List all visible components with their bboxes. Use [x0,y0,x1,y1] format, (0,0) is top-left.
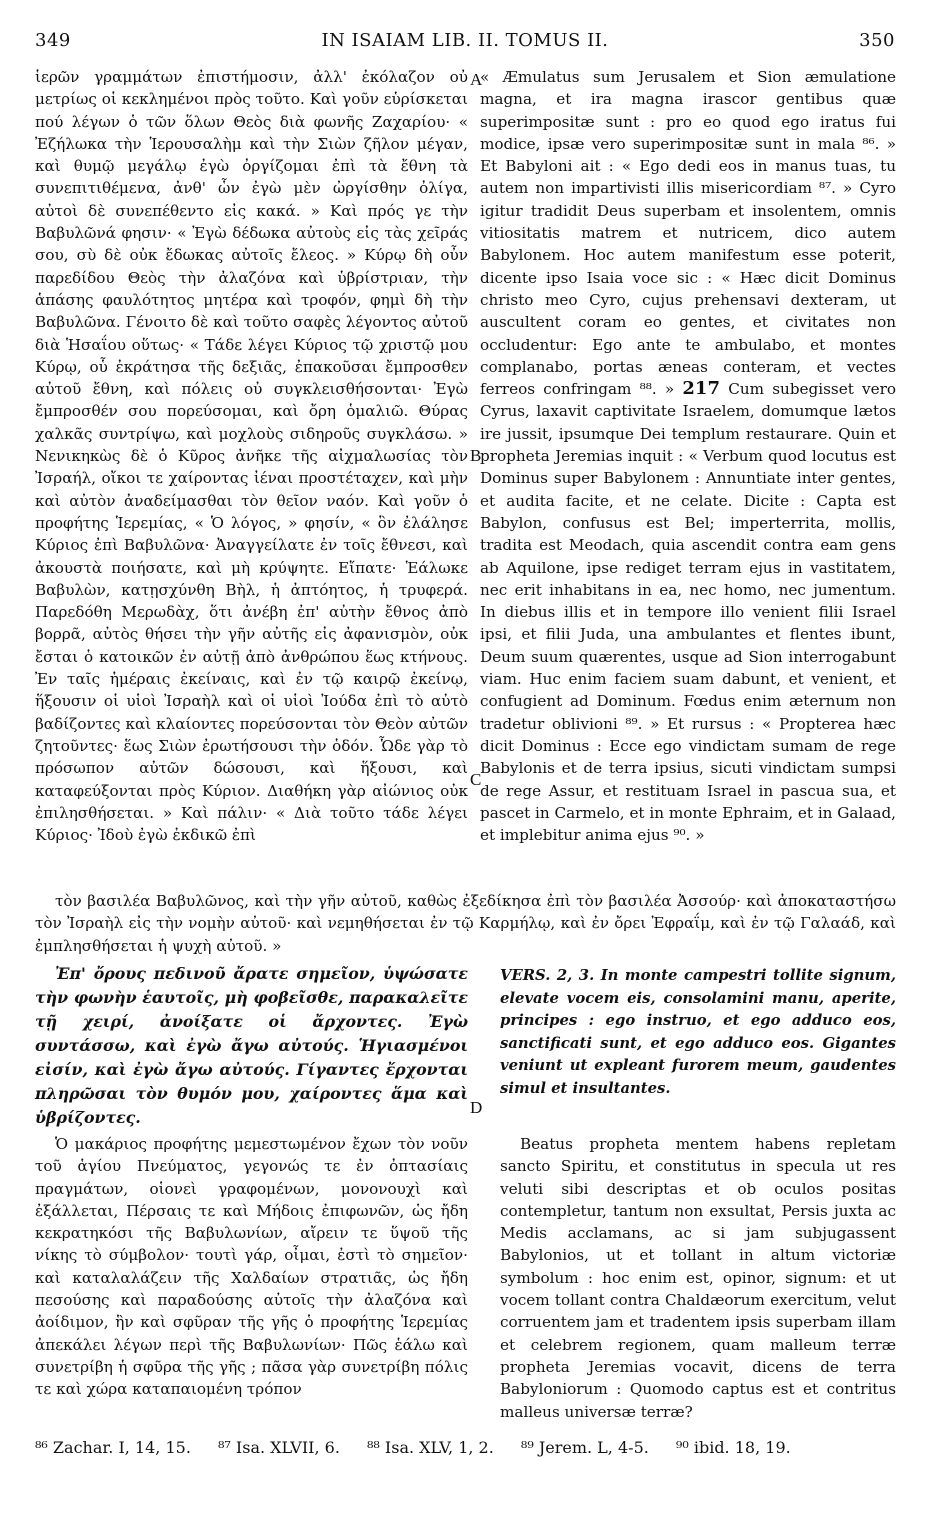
greek-commentary-text: Ὁ μακάριος προφήτης μεμεστωμένον ἔχων τὸν νοῦν τοῦ ἁγίου Πνεύματος, γεγονώς τε ἐν ὀπτασίαις πραγμάτων, οἱονεὶ γραφομένων, μονονουχὶ καὶ ἐξάλλεται, Πέρσαις τε καὶ Μήδοις ἐπιφωνῶν, ὡς ἤδη κεκρατηκόσι τῆς Βαβυλωνίων, αἴρειν τε ὕψοῦ τῆς νίκης τὸ σύμβολον· τουτὶ γάρ, οἶμαι, ἐστὶ τὸ σημεῖον· καὶ καταλαλάζειν τῆς Χαλδαίων στρατιᾶς, ὡς ἤδη πεσούσης καὶ παραδούσης αὐτοῖς τὴν ἀλαζόνα καὶ ἀοίδιμον, ἣν καὶ σφῦραν τῆς γῆς ὁ προφήτης Ἱερεμίας ἀπεκάλει λέγων περὶ τῆς Βαβυλωνίων· Πῶς ἑάλω καὶ συνετρίβη ἡ σφῦρα τῆς γῆς ; πᾶσα γὰρ συνετρίβη πόλις τε καὶ χώρα καταπαιομένη τρόπον [35,1135,468,1399]
latin-text-before: « Æmulatus sum Jerusalem et Sion æmulatione magna, et ira magna irascor gentibus quæ superimpositæ sunt : pro eo quod ego iratus fui modice, ipsæ vero superimpositæ sunt in mala ⁸⁶. » Et Babyloni ait : « Ego dedi eos in manus tuas, tu autem non impartivisti illis misericordiam ⁸⁷. » Cyro igitur tradidit Deus superbam et insolentem, omnis vitiositatis matrem et nutricem, dico autem Babylonem. Hoc autem manifestum esse poterit, dicente ipso Isaia voce sic : « Hæc dicit Dominus christo meo Cyro, cujus prehensavi dexteram, ut auscultent coram eo gentes, et civitates non occludentur: Ego ante te ambulabo, et montes complanabo, portas æneas conteram, et vectes ferreos confringam ⁸⁸. » [480,68,896,399]
running-title: IN ISAIAM LIB. II. TOMUS II. [321,30,609,51]
latin-commentary [500,1133,896,1423]
greek-paragraph: ἱερῶν γραμμάτων ἐπιστήμοσιν, ἀλλ' ἐκόλαζον οὐ μετρίως οἱ κεκλημένοι πρὸς τοῦτο. Καὶ γοῦν εὑρίσκεται πού λέγων ὁ τῶν ὅλων Θεὸς διὰ φωνῆς Ζαχαρίου· « Ἐζήλωκα τὴν Ἱερουσαλὴμ καὶ τὴν Σιὼν ζῆλον μέγαν, καὶ θυμῷ μεγάλῳ ἐγὼ ὀργίζομαι ἐπὶ τὰ ἔθνη τὰ συνεπιτιθέμενα, ἀνθ' ὧν ἐγὼ μὲν ὠργίσθην ὀλίγα, αὐτοὶ δὲ συνεπέθεντο εἰς κακά. » Καὶ πρός γε τὴν Βαβυλῶνά φησιν· « Ἐγὼ δέδωκα αὐτοὺς εἰς τὰς χεῖράς σου, σὺ δὲ οὐκ ἔδωκας αὐτοῖς ἔλεος. » Κύρῳ δὴ οὖν παρεδίδου Θεὸς τὴν ἀλαζόνα καὶ ὑβρίστριαν, τὴν ἁπάσης φαυλότητος μητέρα καὶ τροφόν, φημὶ δὴ τὴν Βαβυλῶνα. Γένοιτο δὲ καὶ τοῦτο σαφὲς λέγοντος αὐτοῦ διὰ Ἡσαΐου οὕτως· « Τάδε λέγει Κύριος τῷ χριστῷ μου Κύρῳ, οὗ ἐκράτησα τῆς δεξιᾶς, ἐπακοῦσαι ἔμπροσθεν αὐτοῦ ἔθνη, καὶ πόλεις οὐ συγκλεισθήσονται· Ἐγὼ ἔμπροσθέν σου πορεύσομαι, καὶ ὄρη ὁμαλιῶ. Θύρας χαλκᾶς συντρίψω, καὶ μοχλοὺς σιδηροῦς συγκλάσω. » Νενικηκὼς δὲ ὁ Κῦρος ἀνῆκε τῆς αἰχμαλωσίας τὸν Ἰσραήλ, οἴκοι τε χαίροντας ἰέναι προστέταχεν, καὶ μὴν καὶ αὐτὸν ἀναδείμασθαι τὸν θεῖον ναόν. Καὶ γοῦν ὁ προφήτης Ἱερεμίας, « Ὁ λόγος, » φησίν, « ὃν ἐλάλησε Κύριος ἐπὶ Βαβυλῶνα· Ἀναγγείλατε ἐν τοῖς ἔθνεσι, καὶ ἀκουστὰ ποιήσατε, καὶ μὴ κρύψητε. Εἴπατε· Ἑάλωκε Βαβυλὼν, κατῃσχύνθη Βὴλ, ἡ ἀπτόητος, ἡ τρυφερά. Παρεδόθη Μερωδὰχ, ὅτι ἀνέβη ἐπ' αὐτὴν ἔθνος ἀπὸ βορρᾶ, αὐτὸς θήσει τὴν γῆν αὐτῆς εἰς ἀφανισμὸν, οὐκ ἔσται ὁ κατοικῶν ἐν αὐτῇ ἀπὸ ἀνθρώπου ἕως κτήνους. Ἐν ταῖς ἡμέραις ἐκείναις, καὶ ἐν τῷ καιρῷ ἐκείνῳ, ἥξουσιν οἱ υἱοὶ Ἰσραὴλ καὶ οἱ υἱοὶ Ἰούδα ἐπὶ τὸ αὐτὸ βαδίζοντες καὶ κλαίοντες πορεύσονται τὸν Θεὸν αὐτῶν ζητοῦντες· ἕως Σιὼν ἐρωτήσουσι τὴν ὁδόν. Ὧδε γὰρ τὸ πρόσωπον αὐτῶν δώσουσι, καὶ ἥξουσι, καὶ καταφεύξονται πρὸς Κύριον. Διαθήκη γὰρ αἰώνιος οὐκ ἐπιλησθήσεται. » Καὶ πάλιν· « Διὰ τοῦτο τάδε λέγει Κύριος· Ἰδοὺ ἐγὼ ἐκδικῶ ἐπὶ [35,68,468,845]
footnote: ⁸⁷ Isa. XLVII, 6. [218,1438,340,1457]
latin-lemma-text: VERS. 2, 3. In monte campestri tollite signum, elevate vocem eis, consolamini manu, aperite, principes : ego instruo, et ego adduco eos, sanctificati sunt, et ego adduco eos. Gigantes veniunt ut expleant furorem meum, gaudentes simul et insultantes. [500,967,896,1097]
greek-column-top [35,66,468,846]
margin-letter-c: C [470,770,482,789]
running-header [35,30,895,56]
footnotes [35,1438,896,1457]
latin-lemma [500,965,896,1100]
section-number: 217 [682,378,720,400]
greek-lemma [35,962,468,1130]
full-width-paragraph: τὸν βασιλέα Βαβυλῶνος, καὶ τὴν γῆν αὐτοῦ, καθὼς ἐξεδίκησα ἐπὶ τὸν βασιλέα Ἀσσούρ· καὶ ἀποκαταστήσω τὸν Ἰσραὴλ εἰς τὴν νομὴν αὐτοῦ· καὶ νεμηθήσεται ἐν τῷ Καρμήλῳ, καὶ ἐν ὄρει Ἐφραΐμ, καὶ ἐν τῷ Γαλαάδ, καὶ ἐμπλησθήσεται ἡ ψυχὴ αὐτοῦ. » [35,892,896,955]
footnote: ⁹⁰ ibid. 18, 19. [675,1438,791,1457]
latin-paragraph [480,66,896,846]
greek-lemma-text: Ἐπ' ὄρους πεδινοῦ ἄρατε σημεῖον, ὑψώσατε τὴν φωνὴν ἑαυτοῖς, μὴ φοβεῖσθε, παρακαλεῖτε τῇ χειρί, ἀνοίξατε οἱ ἄρχοντες. Ἐγὼ συντάσσω, καὶ ἐγὼ ἄγω αὐτούς. Ἡγιασμένοι εἰσίν, καὶ ἐγὼ ἄγω αὐτούς. Γίγαντες ἔρχονται πληρῶσαι τὸν θυμόν μου, χαίροντες ἅμα καὶ ὑβρίζοντες. [35,964,468,1127]
footnote: ⁸⁹ Jerem. L, 4-5. [520,1438,649,1457]
latin-column-top [480,66,896,846]
margin-letter-d: D [470,1098,483,1117]
margin-letter-b: B [470,446,482,465]
footnote: ⁸⁸ Isa. XLV, 1, 2. [367,1438,494,1457]
latin-commentary-text: Beatus propheta mentem habens repletam sancto Spiritu, et constitutus in specula ut res veluti sibi descriptas et ob oculos positas contempletur, tantum non exsultat, Persis juxta ac Medis acclamans, ac si jam subjugassent Babylonios, ut et tollant in altum victoriæ symbolum : hoc enim est, opinor, signum: et ut vocem tollant contra Chaldæorum exercitum, velut corruentem jam et tradentem ipsis superbam illam et celebrem regionem, quam malleum terræ propheta Jeremias vocavit, dicens de terra Babyloniorum : Quomodo captus est et contritus malleus universæ terræ? [500,1135,896,1421]
page-number-left: 349 [35,30,71,51]
greek-commentary [35,1133,468,1401]
margin-letter-a: A [470,70,483,89]
full-width-greek [35,890,896,957]
page-number-right: 350 [859,30,895,51]
latin-text-after: Cum subegisset vero Cyrus, laxavit captivitate Israelem, domumque lætos ire jussit, ipsumque Dei templum restaurare. Quin et propheta Jeremias inquit : « Verbum quod locutus est Dominus super Babylonem : Annuntiate inter gentes, et audita facite, et ne celate. Dicite : Capta est Babylon, confusus est Bel; imperterrita, mollis, tradita est Meodach, quia ascendit contra eam gens ab Aquilone, ipse rediget terram ejus in vastitatem, nec erit inhabitans in ea, nec homo, nec jumentum. In diebus illis et in tempore illo venient filii Israel ipsi, et filii Juda, una ambulantes et flentes ibunt, Deum suum quærentes, usque ad Sion interrogabunt viam. Huc enim faciem suam dabunt, et venient, et confugient ad Dominum. Fœdus enim æternum non tradetur oblivioni ⁸⁹. » Et rursus : « Propterea hæc dicit Dominus : Ecce ego vindictam sumam de rege Babylonis et de terra ipsius, sicuti vindictam sumpsi de rege Assur, et restituam Israel in pascua sua, et pascet in Carmelo, et in monte Ephraim, et in Galaad, et implebitur anima ejus ⁹⁰. » [480,380,896,845]
footnote: ⁸⁶ Zachar. I, 14, 15. [35,1438,191,1457]
